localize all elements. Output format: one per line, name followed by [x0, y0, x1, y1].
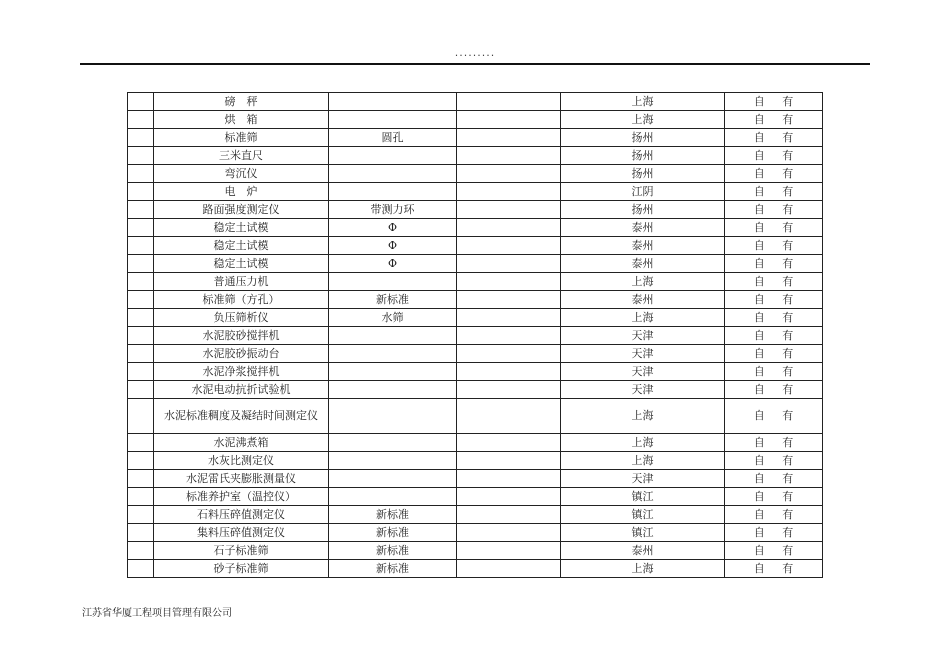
equipment-name-cell: 砂子标准筛: [154, 560, 329, 578]
spec-cell: [329, 147, 457, 165]
equipment-name-cell: 水泥雷氏夹膨胀测量仪: [154, 470, 329, 488]
quantity-cell: [457, 399, 561, 434]
ownership-cell: 自 有: [725, 237, 823, 255]
row-index-cell: [128, 363, 154, 381]
quantity-cell: [457, 201, 561, 219]
quantity-cell: [457, 165, 561, 183]
row-index-cell: [128, 434, 154, 452]
origin-cell: 镇江: [561, 488, 725, 506]
ownership-cell: 自 有: [725, 183, 823, 201]
spec-cell: 新标准: [329, 291, 457, 309]
origin-cell: 镇江: [561, 524, 725, 542]
equipment-name-cell: 磅 秤: [154, 93, 329, 111]
spec-cell: 带测力环: [329, 201, 457, 219]
spec-cell: [329, 165, 457, 183]
origin-cell: 天津: [561, 363, 725, 381]
quantity-cell: [457, 219, 561, 237]
ownership-cell: 自 有: [725, 452, 823, 470]
equipment-name-cell: 水泥胶砂振动台: [154, 345, 329, 363]
spec-cell: [329, 93, 457, 111]
spec-cell: [329, 399, 457, 434]
table-row: [128, 273, 823, 291]
header-rule: [80, 63, 870, 65]
ownership-cell: 自 有: [725, 524, 823, 542]
row-index-cell: [128, 291, 154, 309]
ownership-cell: 自 有: [725, 291, 823, 309]
row-index-cell: [128, 309, 154, 327]
quantity-cell: [457, 129, 561, 147]
quantity-cell: [457, 488, 561, 506]
quantity-cell: [457, 111, 561, 129]
origin-cell: 扬州: [561, 147, 725, 165]
row-index-cell: [128, 237, 154, 255]
row-index-cell: [128, 470, 154, 488]
table-row: [128, 560, 823, 578]
row-index-cell: [128, 560, 154, 578]
equipment-name-cell: 水泥标准稠度及凝结时间测定仪: [154, 399, 329, 434]
equipment-name-cell: 标准养护室（温控仪）: [154, 488, 329, 506]
origin-cell: 上海: [561, 273, 725, 291]
equipment-name-cell: 电 炉: [154, 183, 329, 201]
table-row: [128, 506, 823, 524]
spec-cell: [329, 345, 457, 363]
ownership-cell: 自 有: [725, 470, 823, 488]
equipment-name-cell: 标准筛: [154, 129, 329, 147]
table-row: [128, 255, 823, 273]
row-index-cell: [128, 452, 154, 470]
table-row: [128, 399, 823, 434]
row-index-cell: [128, 399, 154, 434]
spec-cell: [329, 488, 457, 506]
quantity-cell: [457, 542, 561, 560]
quantity-cell: [457, 183, 561, 201]
spec-cell: [329, 452, 457, 470]
ownership-cell: 自 有: [725, 165, 823, 183]
quantity-cell: [457, 291, 561, 309]
equipment-name-cell: 集料压碎值测定仪: [154, 524, 329, 542]
table-row: [128, 93, 823, 111]
origin-cell: 上海: [561, 93, 725, 111]
ownership-cell: 自 有: [725, 327, 823, 345]
origin-cell: 泰州: [561, 255, 725, 273]
spec-cell: 新标准: [329, 524, 457, 542]
table-row: [128, 470, 823, 488]
ownership-cell: 自 有: [725, 219, 823, 237]
footer-company: 江苏省华厦工程项目管理有限公司: [82, 608, 232, 619]
row-index-cell: [128, 111, 154, 129]
page-header: ·········: [454, 49, 496, 62]
row-index-cell: [128, 93, 154, 111]
table-row: [128, 452, 823, 470]
quantity-cell: [457, 309, 561, 327]
ownership-cell: 自 有: [725, 309, 823, 327]
spec-cell: [329, 434, 457, 452]
origin-cell: 天津: [561, 470, 725, 488]
row-index-cell: [128, 273, 154, 291]
ownership-cell: 自 有: [725, 506, 823, 524]
equipment-name-cell: 普通压力机: [154, 273, 329, 291]
equipment-name-cell: 水灰比测定仪: [154, 452, 329, 470]
row-index-cell: [128, 542, 154, 560]
equipment-name-cell: 稳定土试模: [154, 219, 329, 237]
origin-cell: 扬州: [561, 165, 725, 183]
spec-cell: Φ: [329, 237, 457, 255]
spec-cell: 新标准: [329, 542, 457, 560]
row-index-cell: [128, 345, 154, 363]
quantity-cell: [457, 506, 561, 524]
table-row: [128, 183, 823, 201]
origin-cell: 上海: [561, 111, 725, 129]
origin-cell: 上海: [561, 452, 725, 470]
equipment-name-cell: 石子标准筛: [154, 542, 329, 560]
ownership-cell: 自 有: [725, 399, 823, 434]
quantity-cell: [457, 560, 561, 578]
table-row: [128, 201, 823, 219]
origin-cell: 泰州: [561, 291, 725, 309]
table-row: [128, 111, 823, 129]
table-row: [128, 345, 823, 363]
row-index-cell: [128, 129, 154, 147]
quantity-cell: [457, 327, 561, 345]
origin-cell: 泰州: [561, 237, 725, 255]
equipment-name-cell: 标准筛（方孔）: [154, 291, 329, 309]
row-index-cell: [128, 255, 154, 273]
origin-cell: 上海: [561, 309, 725, 327]
equipment-name-cell: 稳定土试模: [154, 237, 329, 255]
spec-cell: 水筛: [329, 309, 457, 327]
quantity-cell: [457, 237, 561, 255]
table-row: [128, 129, 823, 147]
table-row: [128, 327, 823, 345]
ownership-cell: 自 有: [725, 363, 823, 381]
ownership-cell: 自 有: [725, 381, 823, 399]
origin-cell: 扬州: [561, 129, 725, 147]
origin-cell: 扬州: [561, 201, 725, 219]
origin-cell: 天津: [561, 381, 725, 399]
table-row: [128, 542, 823, 560]
row-index-cell: [128, 524, 154, 542]
spec-cell: 圆孔: [329, 129, 457, 147]
equipment-name-cell: 三米直尺: [154, 147, 329, 165]
table-row: [128, 524, 823, 542]
ownership-cell: 自 有: [725, 255, 823, 273]
equipment-name-cell: 负压筛析仪: [154, 309, 329, 327]
equipment-name-cell: 水泥沸煮箱: [154, 434, 329, 452]
row-index-cell: [128, 219, 154, 237]
equipment-table: [127, 92, 823, 578]
origin-cell: 上海: [561, 399, 725, 434]
quantity-cell: [457, 147, 561, 165]
equipment-name-cell: 烘 箱: [154, 111, 329, 129]
spec-cell: [329, 470, 457, 488]
spec-cell: [329, 273, 457, 291]
row-index-cell: [128, 165, 154, 183]
ownership-cell: 自 有: [725, 111, 823, 129]
table-row: [128, 237, 823, 255]
table-row: [128, 147, 823, 165]
quantity-cell: [457, 524, 561, 542]
quantity-cell: [457, 381, 561, 399]
row-index-cell: [128, 506, 154, 524]
quantity-cell: [457, 93, 561, 111]
equipment-name-cell: 水泥净浆搅拌机: [154, 363, 329, 381]
origin-cell: 江阴: [561, 183, 725, 201]
equipment-name-cell: 弯沉仪: [154, 165, 329, 183]
ownership-cell: 自 有: [725, 147, 823, 165]
ownership-cell: 自 有: [725, 542, 823, 560]
quantity-cell: [457, 255, 561, 273]
equipment-name-cell: 稳定土试模: [154, 255, 329, 273]
origin-cell: 上海: [561, 434, 725, 452]
ownership-cell: 自 有: [725, 560, 823, 578]
origin-cell: 天津: [561, 345, 725, 363]
spec-cell: 新标准: [329, 506, 457, 524]
ownership-cell: 自 有: [725, 129, 823, 147]
origin-cell: 天津: [561, 327, 725, 345]
origin-cell: 泰州: [561, 542, 725, 560]
spec-cell: [329, 363, 457, 381]
spec-cell: [329, 111, 457, 129]
row-index-cell: [128, 147, 154, 165]
spec-cell: Φ: [329, 219, 457, 237]
ownership-cell: 自 有: [725, 488, 823, 506]
equipment-name-cell: 路面强度测定仪: [154, 201, 329, 219]
spec-cell: 新标准: [329, 560, 457, 578]
ownership-cell: 自 有: [725, 93, 823, 111]
row-index-cell: [128, 488, 154, 506]
quantity-cell: [457, 470, 561, 488]
equipment-name-cell: 石料压碎值测定仪: [154, 506, 329, 524]
table-row: [128, 488, 823, 506]
spec-cell: [329, 381, 457, 399]
equipment-table-body: [128, 93, 823, 578]
origin-cell: 镇江: [561, 506, 725, 524]
ownership-cell: 自 有: [725, 434, 823, 452]
row-index-cell: [128, 183, 154, 201]
quantity-cell: [457, 273, 561, 291]
spec-cell: [329, 327, 457, 345]
equipment-name-cell: 水泥电动抗折试验机: [154, 381, 329, 399]
ownership-cell: 自 有: [725, 273, 823, 291]
quantity-cell: [457, 452, 561, 470]
table-row: [128, 434, 823, 452]
quantity-cell: [457, 434, 561, 452]
table-row: [128, 381, 823, 399]
quantity-cell: [457, 345, 561, 363]
equipment-name-cell: 水泥胶砂搅拌机: [154, 327, 329, 345]
ownership-cell: 自 有: [725, 345, 823, 363]
spec-cell: Φ: [329, 255, 457, 273]
table-row: [128, 165, 823, 183]
origin-cell: 上海: [561, 560, 725, 578]
quantity-cell: [457, 363, 561, 381]
origin-cell: 泰州: [561, 219, 725, 237]
row-index-cell: [128, 381, 154, 399]
spec-cell: [329, 183, 457, 201]
table-row: [128, 219, 823, 237]
table-row: [128, 363, 823, 381]
table-row: [128, 291, 823, 309]
table-row: [128, 309, 823, 327]
row-index-cell: [128, 327, 154, 345]
row-index-cell: [128, 201, 154, 219]
ownership-cell: 自 有: [725, 201, 823, 219]
